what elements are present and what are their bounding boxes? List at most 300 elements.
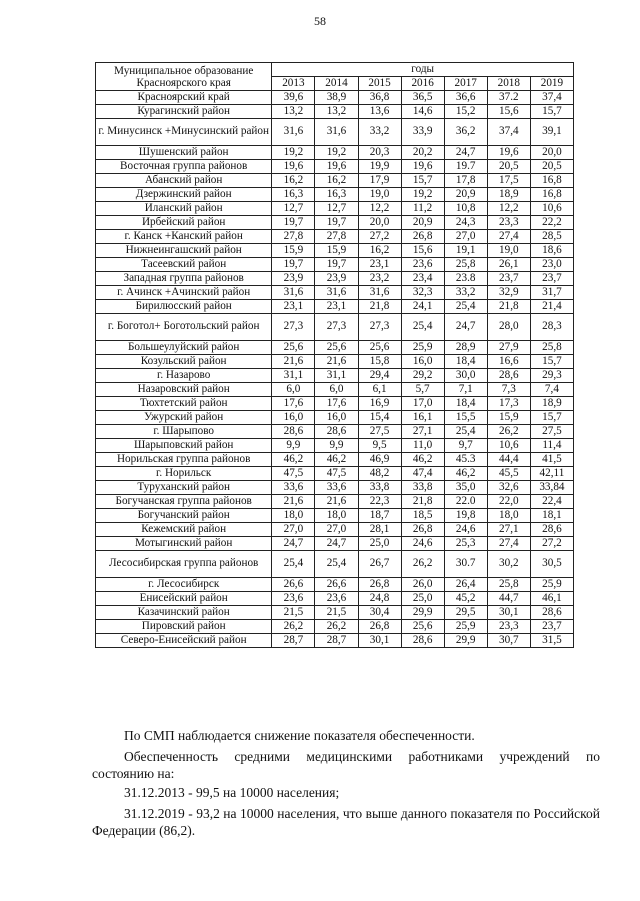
row-value-cell: 39,6 <box>272 91 315 105</box>
row-value-cell: 9,9 <box>272 439 315 453</box>
header-year: 2015 <box>358 77 401 91</box>
row-value-cell: 44,7 <box>487 592 530 606</box>
row-value-cell: 45.3 <box>444 453 487 467</box>
row-value-cell: 19,6 <box>401 160 444 174</box>
row-value-cell: 21,5 <box>315 606 358 620</box>
row-value-cell: 30,5 <box>530 551 573 578</box>
row-value-cell: 19,2 <box>272 146 315 160</box>
row-value-cell: 26,0 <box>401 578 444 592</box>
row-municipality-name: г. Шарыпово <box>96 425 272 439</box>
row-value-cell: 15,5 <box>444 411 487 425</box>
row-value-cell: 29,5 <box>444 606 487 620</box>
row-value-cell: 21,6 <box>272 495 315 509</box>
row-value-cell: 16,8 <box>530 174 573 188</box>
row-value-cell: 27,0 <box>272 523 315 537</box>
table-row <box>96 383 574 397</box>
table-row <box>96 411 574 425</box>
table-row <box>96 551 574 578</box>
row-value-cell: 17,6 <box>272 397 315 411</box>
row-value-cell: 24,6 <box>401 537 444 551</box>
row-value-cell: 6,0 <box>272 383 315 397</box>
row-value-cell: 6,1 <box>358 383 401 397</box>
row-value-cell: 45,5 <box>487 467 530 481</box>
row-value-cell: 16,9 <box>358 397 401 411</box>
row-value-cell: 18,6 <box>530 244 573 258</box>
row-value-cell: 25,0 <box>358 537 401 551</box>
row-value-cell: 29,9 <box>444 634 487 648</box>
row-municipality-name: г. Канск +Канский район <box>96 230 272 244</box>
row-value-cell: 31,6 <box>272 286 315 300</box>
row-value-cell: 27,5 <box>358 425 401 439</box>
table-row <box>96 202 574 216</box>
row-municipality-name: Шушенский район <box>96 146 272 160</box>
row-value-cell: 23,6 <box>272 592 315 606</box>
row-value-cell: 25,0 <box>401 592 444 606</box>
row-value-cell: 19,7 <box>315 258 358 272</box>
table-row <box>96 146 574 160</box>
row-value-cell: 26,8 <box>358 578 401 592</box>
row-value-cell: 35,0 <box>444 481 487 495</box>
row-value-cell: 9,9 <box>315 439 358 453</box>
row-value-cell: 28,6 <box>530 606 573 620</box>
row-value-cell: 46,2 <box>401 453 444 467</box>
row-value-cell: 32,6 <box>487 481 530 495</box>
row-value-cell: 10,6 <box>487 439 530 453</box>
row-value-cell: 31,5 <box>530 634 573 648</box>
row-value-cell: 19,6 <box>487 146 530 160</box>
row-value-cell: 12,7 <box>315 202 358 216</box>
row-value-cell: 25,4 <box>272 551 315 578</box>
row-value-cell: 23,3 <box>487 216 530 230</box>
row-value-cell: 31,6 <box>272 119 315 146</box>
row-value-cell: 33,84 <box>530 481 573 495</box>
row-value-cell: 30,1 <box>358 634 401 648</box>
row-value-cell: 25,8 <box>444 258 487 272</box>
page-number: 58 <box>314 14 326 28</box>
row-value-cell: 32,9 <box>487 286 530 300</box>
table-row <box>96 634 574 648</box>
row-value-cell: 24,3 <box>444 216 487 230</box>
header-municipality: Муниципальное образование Красноярского края <box>96 63 272 91</box>
row-value-cell: 17,8 <box>444 174 487 188</box>
row-value-cell: 36,8 <box>358 91 401 105</box>
row-value-cell: 27,3 <box>358 314 401 341</box>
table-row <box>96 453 574 467</box>
row-value-cell: 29,3 <box>530 369 573 383</box>
row-value-cell: 45,2 <box>444 592 487 606</box>
row-value-cell: 16,1 <box>401 411 444 425</box>
row-municipality-name: Иланский район <box>96 202 272 216</box>
row-value-cell: 12,2 <box>487 202 530 216</box>
row-municipality-name: г. Минусинск +Минусинский район <box>96 119 272 146</box>
row-value-cell: 24,1 <box>401 300 444 314</box>
row-municipality-name: Нижнеингашский район <box>96 244 272 258</box>
row-value-cell: 26,8 <box>401 523 444 537</box>
row-value-cell: 48,2 <box>358 467 401 481</box>
row-municipality-name: Бирилюсский район <box>96 300 272 314</box>
row-value-cell: 13,2 <box>272 105 315 119</box>
row-value-cell: 33,8 <box>401 481 444 495</box>
paragraph-smp-decrease: По СМП наблюдается снижение показателя обеспеченности. <box>124 728 475 743</box>
row-value-cell: 26,6 <box>315 578 358 592</box>
row-value-cell: 18,9 <box>530 397 573 411</box>
row-value-cell: 29,9 <box>401 606 444 620</box>
table-row <box>96 397 574 411</box>
row-value-cell: 22,3 <box>358 495 401 509</box>
table-row <box>96 355 574 369</box>
row-municipality-name: Туруханский район <box>96 481 272 495</box>
row-value-cell: 13,2 <box>315 105 358 119</box>
row-municipality-name: Лесосибирская группа районов <box>96 551 272 578</box>
row-value-cell: 16,3 <box>315 188 358 202</box>
row-value-cell: 22.0 <box>444 495 487 509</box>
row-value-cell: 19,0 <box>487 244 530 258</box>
table-body <box>96 91 574 648</box>
row-value-cell: 16,0 <box>401 355 444 369</box>
row-value-cell: 23,1 <box>272 300 315 314</box>
row-value-cell: 23,7 <box>530 620 573 634</box>
row-value-cell: 30,1 <box>487 606 530 620</box>
row-municipality-name: Северо-Енисейский район <box>96 634 272 648</box>
row-value-cell: 27,3 <box>315 314 358 341</box>
row-value-cell: 13,6 <box>358 105 401 119</box>
row-value-cell: 26,4 <box>444 578 487 592</box>
row-value-cell: 44,4 <box>487 453 530 467</box>
row-value-cell: 23,9 <box>272 272 315 286</box>
row-value-cell: 25,8 <box>487 578 530 592</box>
row-value-cell: 19,9 <box>358 160 401 174</box>
row-municipality-name: Тюхтетский район <box>96 397 272 411</box>
table-row <box>96 341 574 355</box>
row-value-cell: 15,6 <box>401 244 444 258</box>
row-municipality-name: Козульский район <box>96 355 272 369</box>
row-value-cell: 37,4 <box>530 91 573 105</box>
row-value-cell: 23,1 <box>315 300 358 314</box>
row-value-cell: 25,4 <box>444 425 487 439</box>
table-row <box>96 300 574 314</box>
row-value-cell: 15,2 <box>444 105 487 119</box>
row-value-cell: 10,8 <box>444 202 487 216</box>
row-value-cell: 26,2 <box>272 620 315 634</box>
row-value-cell: 7,1 <box>444 383 487 397</box>
row-value-cell: 23,7 <box>530 272 573 286</box>
header-year: 2019 <box>530 77 573 91</box>
row-value-cell: 11,4 <box>530 439 573 453</box>
row-value-cell: 16,8 <box>530 188 573 202</box>
header-years-group: годы <box>272 63 574 77</box>
row-value-cell: 28,7 <box>272 634 315 648</box>
row-municipality-name: Ужурский район <box>96 411 272 425</box>
row-value-cell: 30,0 <box>444 369 487 383</box>
row-value-cell: 26,2 <box>487 425 530 439</box>
row-municipality-name: Пировский район <box>96 620 272 634</box>
row-value-cell: 25,9 <box>401 341 444 355</box>
row-value-cell: 31,1 <box>315 369 358 383</box>
data-table <box>95 62 574 648</box>
table-row <box>96 174 574 188</box>
row-value-cell: 24,8 <box>358 592 401 606</box>
row-value-cell: 19,7 <box>272 258 315 272</box>
table-row <box>96 425 574 439</box>
row-value-cell: 7,4 <box>530 383 573 397</box>
table-row <box>96 244 574 258</box>
table-row <box>96 578 574 592</box>
row-value-cell: 46,2 <box>315 453 358 467</box>
row-value-cell: 23,4 <box>401 272 444 286</box>
row-value-cell: 36,6 <box>444 91 487 105</box>
row-value-cell: 28,6 <box>272 425 315 439</box>
row-value-cell: 17,9 <box>358 174 401 188</box>
header-year: 2017 <box>444 77 487 91</box>
row-value-cell: 33,8 <box>358 481 401 495</box>
row-value-cell: 26,1 <box>487 258 530 272</box>
row-municipality-name: Норильская группа районов <box>96 453 272 467</box>
row-value-cell: 27,1 <box>401 425 444 439</box>
row-value-cell: 25,4 <box>444 300 487 314</box>
row-value-cell: 27,2 <box>530 537 573 551</box>
table-row <box>96 467 574 481</box>
row-value-cell: 27,0 <box>315 523 358 537</box>
row-value-cell: 20,5 <box>530 160 573 174</box>
row-municipality-name: Красноярский край <box>96 91 272 105</box>
row-value-cell: 20,9 <box>444 188 487 202</box>
table-row <box>96 216 574 230</box>
row-municipality-name: г. Норильск <box>96 467 272 481</box>
paragraph-2013: 31.12.2013 - 99,5 на 10000 населения; <box>124 785 340 800</box>
row-value-cell: 23.8 <box>444 272 487 286</box>
row-value-cell: 18,0 <box>272 509 315 523</box>
row-value-cell: 41,5 <box>530 453 573 467</box>
row-value-cell: 15,7 <box>530 411 573 425</box>
row-value-cell: 19.7 <box>444 160 487 174</box>
row-value-cell: 18,0 <box>315 509 358 523</box>
row-value-cell: 20,9 <box>401 216 444 230</box>
row-value-cell: 15,7 <box>530 105 573 119</box>
row-value-cell: 47,5 <box>315 467 358 481</box>
row-value-cell: 24,6 <box>444 523 487 537</box>
row-value-cell: 15,7 <box>401 174 444 188</box>
row-value-cell: 25,8 <box>530 341 573 355</box>
table-row <box>96 105 574 119</box>
row-value-cell: 46,2 <box>272 453 315 467</box>
row-value-cell: 31,6 <box>315 119 358 146</box>
header-year: 2016 <box>401 77 444 91</box>
header-year: 2013 <box>272 77 315 91</box>
table-row <box>96 592 574 606</box>
row-value-cell: 18,7 <box>358 509 401 523</box>
row-value-cell: 15,9 <box>487 411 530 425</box>
row-value-cell: 47,4 <box>401 467 444 481</box>
row-value-cell: 23,0 <box>530 258 573 272</box>
row-value-cell: 16,3 <box>272 188 315 202</box>
row-municipality-name: Богучанская группа районов <box>96 495 272 509</box>
row-value-cell: 20,0 <box>358 216 401 230</box>
table-row <box>96 620 574 634</box>
row-value-cell: 37.2 <box>487 91 530 105</box>
row-value-cell: 15,9 <box>315 244 358 258</box>
row-value-cell: 9,7 <box>444 439 487 453</box>
table-row <box>96 606 574 620</box>
row-value-cell: 21,4 <box>530 300 573 314</box>
row-value-cell: 23,6 <box>401 258 444 272</box>
row-value-cell: 30.7 <box>444 551 487 578</box>
row-value-cell: 24,7 <box>315 537 358 551</box>
row-value-cell: 28,0 <box>487 314 530 341</box>
row-value-cell: 20,0 <box>530 146 573 160</box>
row-value-cell: 26,2 <box>315 620 358 634</box>
row-value-cell: 17,6 <box>315 397 358 411</box>
row-value-cell: 16,6 <box>487 355 530 369</box>
header-year: 2014 <box>315 77 358 91</box>
table-row <box>96 272 574 286</box>
row-value-cell: 12,2 <box>358 202 401 216</box>
row-value-cell: 22,0 <box>487 495 530 509</box>
row-municipality-name: Курагинский район <box>96 105 272 119</box>
paragraph-staffing: Обеспеченность средними медицинскими работниками учреждений по состоянию на: <box>92 749 600 781</box>
row-value-cell: 39,1 <box>530 119 573 146</box>
row-value-cell: 30,4 <box>358 606 401 620</box>
row-municipality-name: Абанский район <box>96 174 272 188</box>
table-row <box>96 286 574 300</box>
row-value-cell: 31,6 <box>315 286 358 300</box>
table-row <box>96 91 574 105</box>
table-row <box>96 439 574 453</box>
row-value-cell: 22,4 <box>530 495 573 509</box>
row-value-cell: 25,6 <box>401 620 444 634</box>
row-value-cell: 33,2 <box>358 119 401 146</box>
row-value-cell: 25,9 <box>530 578 573 592</box>
row-municipality-name: г. Назарово <box>96 369 272 383</box>
row-value-cell: 16,2 <box>272 174 315 188</box>
row-value-cell: 18,0 <box>487 509 530 523</box>
row-municipality-name: Казачинский район <box>96 606 272 620</box>
row-value-cell: 18,1 <box>530 509 573 523</box>
row-municipality-name: Шарыповский район <box>96 439 272 453</box>
table-row <box>96 188 574 202</box>
row-value-cell: 30,7 <box>487 634 530 648</box>
row-municipality-name: Большеулуйский район <box>96 341 272 355</box>
row-municipality-name: Енисейский район <box>96 592 272 606</box>
row-value-cell: 19,6 <box>315 160 358 174</box>
row-value-cell: 29,2 <box>401 369 444 383</box>
row-value-cell: 21,5 <box>272 606 315 620</box>
row-value-cell: 16,2 <box>358 244 401 258</box>
row-value-cell: 21,6 <box>272 355 315 369</box>
row-value-cell: 25,6 <box>272 341 315 355</box>
row-value-cell: 20,3 <box>358 146 401 160</box>
row-value-cell: 46,2 <box>444 467 487 481</box>
row-value-cell: 28,6 <box>315 425 358 439</box>
row-municipality-name: Тасеевский район <box>96 258 272 272</box>
row-value-cell: 28,7 <box>315 634 358 648</box>
row-value-cell: 19,6 <box>272 160 315 174</box>
row-value-cell: 46,9 <box>358 453 401 467</box>
row-value-cell: 19,7 <box>272 216 315 230</box>
row-municipality-name: Кежемский район <box>96 523 272 537</box>
table-row <box>96 495 574 509</box>
row-value-cell: 10,6 <box>530 202 573 216</box>
row-value-cell: 16,0 <box>315 411 358 425</box>
row-value-cell: 33,2 <box>444 286 487 300</box>
row-value-cell: 18,9 <box>487 188 530 202</box>
row-value-cell: 32,3 <box>401 286 444 300</box>
header-year: 2018 <box>487 77 530 91</box>
row-municipality-name: г. Лесосибирск <box>96 578 272 592</box>
row-value-cell: 47,5 <box>272 467 315 481</box>
row-value-cell: 24,7 <box>272 537 315 551</box>
table-row <box>96 314 574 341</box>
row-value-cell: 6,0 <box>315 383 358 397</box>
row-municipality-name: г. Ачинск +Ачинский район <box>96 286 272 300</box>
row-value-cell: 37,4 <box>487 119 530 146</box>
row-value-cell: 19,2 <box>315 146 358 160</box>
row-value-cell: 27,8 <box>272 230 315 244</box>
row-value-cell: 29,4 <box>358 369 401 383</box>
row-value-cell: 17,0 <box>401 397 444 411</box>
row-municipality-name: Назаровский район <box>96 383 272 397</box>
row-value-cell: 25,9 <box>444 620 487 634</box>
row-value-cell: 23,9 <box>315 272 358 286</box>
row-value-cell: 28,6 <box>487 369 530 383</box>
row-value-cell: 26,6 <box>272 578 315 592</box>
row-value-cell: 19,1 <box>444 244 487 258</box>
row-value-cell: 25,6 <box>315 341 358 355</box>
row-value-cell: 16,0 <box>272 411 315 425</box>
row-value-cell: 28,5 <box>530 230 573 244</box>
row-value-cell: 18,4 <box>444 355 487 369</box>
row-value-cell: 30,2 <box>487 551 530 578</box>
row-value-cell: 7,3 <box>487 383 530 397</box>
table-row <box>96 369 574 383</box>
row-value-cell: 31,6 <box>358 286 401 300</box>
row-value-cell: 21,6 <box>315 355 358 369</box>
row-value-cell: 33,9 <box>401 119 444 146</box>
row-value-cell: 46,1 <box>530 592 573 606</box>
row-value-cell: 16,2 <box>315 174 358 188</box>
row-municipality-name: Ирбейский район <box>96 216 272 230</box>
row-value-cell: 15,8 <box>358 355 401 369</box>
row-value-cell: 21,6 <box>315 495 358 509</box>
row-value-cell: 14,6 <box>401 105 444 119</box>
row-municipality-name: Мотыгинский район <box>96 537 272 551</box>
row-value-cell: 25,6 <box>358 341 401 355</box>
table-row <box>96 258 574 272</box>
row-value-cell: 27,5 <box>530 425 573 439</box>
row-value-cell: 42,11 <box>530 467 573 481</box>
row-value-cell: 21,8 <box>401 495 444 509</box>
row-value-cell: 25,4 <box>401 314 444 341</box>
row-value-cell: 11,2 <box>401 202 444 216</box>
table-row <box>96 481 574 495</box>
table-row <box>96 119 574 146</box>
row-value-cell: 21,8 <box>358 300 401 314</box>
row-value-cell: 27,9 <box>487 341 530 355</box>
row-value-cell: 15,9 <box>272 244 315 258</box>
row-value-cell: 27,0 <box>444 230 487 244</box>
row-value-cell: 33,6 <box>272 481 315 495</box>
row-value-cell: 23,1 <box>358 258 401 272</box>
row-value-cell: 18,4 <box>444 397 487 411</box>
row-value-cell: 21,8 <box>487 300 530 314</box>
row-value-cell: 38,9 <box>315 91 358 105</box>
table-row <box>96 509 574 523</box>
row-value-cell: 27,1 <box>487 523 530 537</box>
paragraph-2019: 31.12.2019 - 93,2 на 10000 населения, что выше данного показателя по Российской Федерации (86,2). <box>92 806 600 838</box>
row-value-cell: 17,3 <box>487 397 530 411</box>
row-value-cell: 27,4 <box>487 230 530 244</box>
row-value-cell: 15,7 <box>530 355 573 369</box>
row-value-cell: 15,4 <box>358 411 401 425</box>
